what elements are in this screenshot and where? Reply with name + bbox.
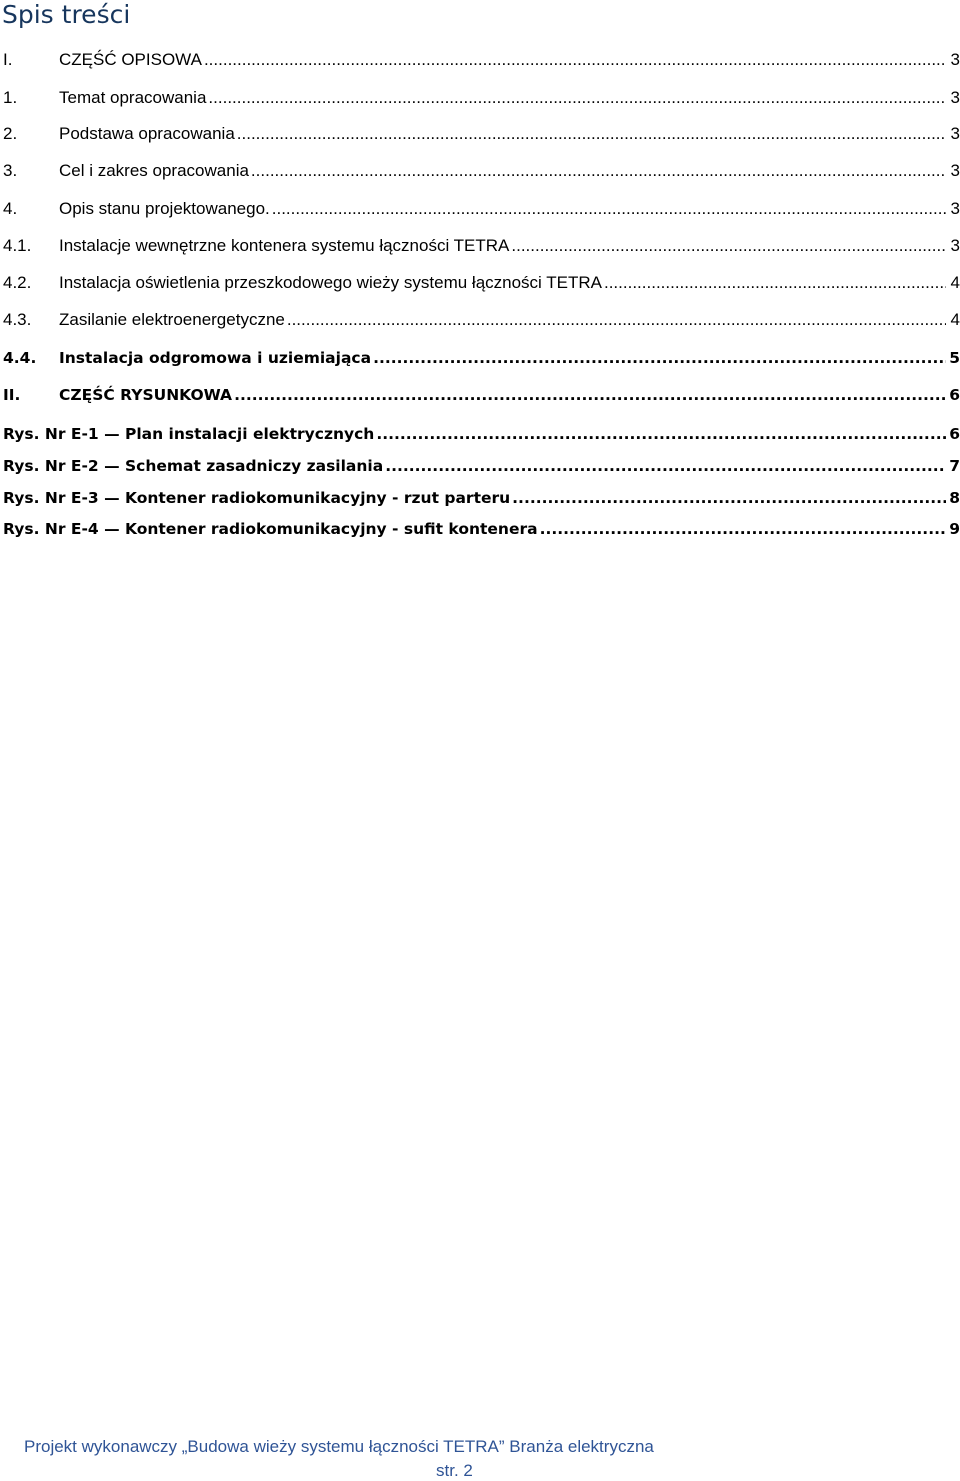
toc-entry-part-1[interactable] xyxy=(3,44,960,70)
toc-entry-number: 4.4. xyxy=(3,349,37,367)
toc-leader-dots xyxy=(540,520,946,538)
figure-entry-e2[interactable] xyxy=(3,449,960,475)
toc-entry-title: Opis stanu projektowanego. xyxy=(59,199,270,218)
toc-entry-3[interactable] xyxy=(3,155,960,181)
toc-entry-page: 3 xyxy=(950,50,960,69)
toc-leader-dots xyxy=(287,310,946,330)
toc-entry-page: 3 xyxy=(950,124,960,143)
toc-entry-number: 1. xyxy=(3,88,18,107)
toc-leader-dots xyxy=(511,236,946,256)
toc-entry-number: 3. xyxy=(3,161,18,180)
toc-leader-dots xyxy=(272,199,946,219)
toc-entry-title: Cel i zakres opracowania xyxy=(59,161,249,180)
footer-project-title: Projekt wykonawczy „Budowa wieży systemu łączności TETRA” Branża elektryczna xyxy=(24,1437,654,1456)
toc-entry-number: 4.3. xyxy=(3,310,32,329)
toc-leader-dots xyxy=(234,386,946,404)
page-title: Spis treści xyxy=(2,0,131,29)
toc-entry-4-4[interactable] xyxy=(3,341,960,367)
footer-page-number: str. 2 xyxy=(436,1461,473,1480)
toc-leader-dots xyxy=(512,489,946,507)
toc-entry-4-1[interactable] xyxy=(3,230,960,256)
toc-entry-2[interactable] xyxy=(3,118,960,144)
toc-entry-page: 6 xyxy=(949,386,960,404)
figure-entry-e4[interactable] xyxy=(3,512,960,538)
figure-entry-title: Rys. Nr E-2 — Schemat zasadniczy zasilania xyxy=(3,457,384,475)
toc-leader-dots xyxy=(376,425,946,443)
toc-entry-title: CZĘŚĆ OPISOWA xyxy=(59,50,202,69)
toc-entry-title: Temat opracowania xyxy=(59,88,207,107)
toc-entry-title: Instalacja oświetlenia przeszkodowego wieży systemu łączności TETRA xyxy=(59,273,602,292)
toc-entry-title: Instalacje wewnętrzne kontenera systemu łączności TETRA xyxy=(59,236,510,255)
toc-entry-page: 4 xyxy=(950,310,960,329)
toc-entry-number: 4.1. xyxy=(3,236,32,255)
toc-entry-number: II. xyxy=(3,386,21,404)
toc-entry-title: Instalacja odgromowa i uziemiająca xyxy=(59,349,372,367)
figure-entry-page: 9 xyxy=(949,520,960,538)
figure-entry-title: Rys. Nr E-1 — Plan instalacji elektrycznych xyxy=(3,425,375,443)
figure-entry-e1[interactable] xyxy=(3,417,960,443)
toc-entry-page: 3 xyxy=(950,88,960,107)
figure-entry-page: 7 xyxy=(949,457,960,475)
toc-entry-number: 2. xyxy=(3,124,18,143)
toc-entry-title: Zasilanie elektroenergetyczne xyxy=(59,310,285,329)
toc-leader-dots xyxy=(385,457,946,475)
toc-entry-page: 3 xyxy=(950,161,960,180)
toc-entry-title: Podstawa opracowania xyxy=(59,124,235,143)
figure-entry-page: 6 xyxy=(949,425,960,443)
figure-entry-page: 8 xyxy=(949,489,960,507)
toc-entry-1[interactable] xyxy=(3,82,960,108)
toc-entry-4[interactable] xyxy=(3,193,960,219)
toc-entry-page: 4 xyxy=(950,273,960,292)
figure-entry-title: Rys. Nr E-4 — Kontener radiokomunikacyjny - sufit kontenera xyxy=(3,520,538,538)
toc-entry-part-2[interactable] xyxy=(3,378,960,404)
toc-entry-4-2[interactable] xyxy=(3,267,960,293)
toc-entry-number: I. xyxy=(3,50,13,69)
toc-entry-number: 4. xyxy=(3,199,18,218)
toc-entry-number: 4.2. xyxy=(3,273,32,292)
toc-leader-dots xyxy=(204,50,946,70)
toc-entry-4-3[interactable] xyxy=(3,304,960,330)
toc-entry-page: 3 xyxy=(950,236,960,255)
figure-entry-title: Rys. Nr E-3 — Kontener radiokomunikacyjny - rzut parteru xyxy=(3,489,511,507)
toc-leader-dots xyxy=(604,273,946,293)
figure-entry-e3[interactable] xyxy=(3,481,960,507)
toc-entry-page: 5 xyxy=(949,349,960,367)
toc-leader-dots xyxy=(208,88,946,108)
toc-entry-title: CZĘŚĆ RYSUNKOWA xyxy=(59,386,233,404)
toc-leader-dots xyxy=(251,161,946,181)
toc-leader-dots xyxy=(237,124,946,144)
toc-leader-dots xyxy=(373,349,946,367)
toc-entry-page: 3 xyxy=(950,199,960,218)
